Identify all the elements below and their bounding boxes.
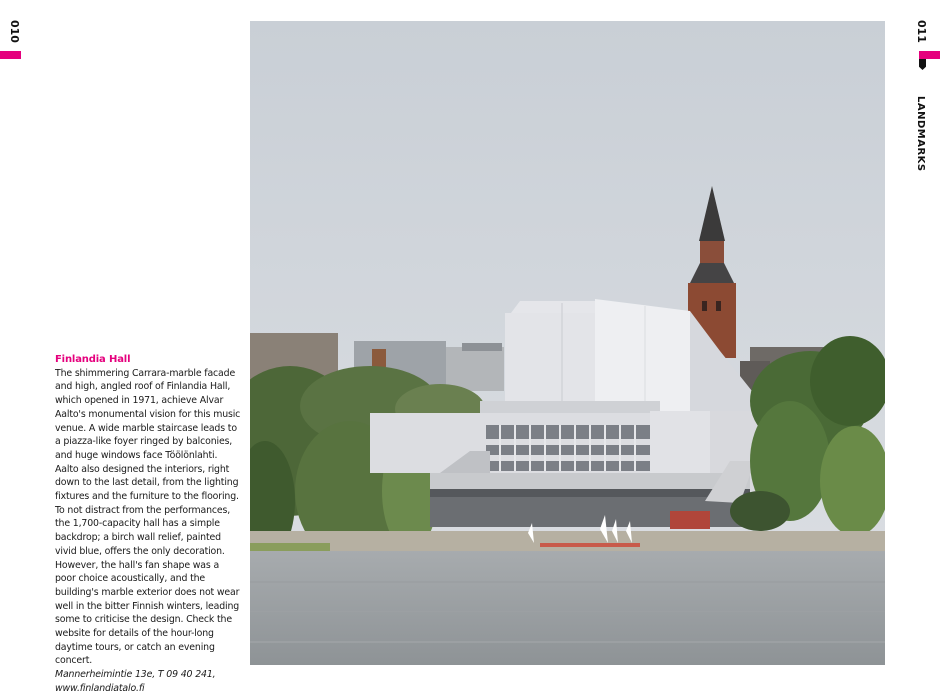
- article-website: www.finlandiatalo.fi: [55, 682, 145, 694]
- section-label: LANDMARKS: [915, 96, 926, 172]
- article-body: The shimmering Carrara-marble facade and high, angled roof of Finlandia Hall, which opened in 1971, achieve Alvar Aalto's monumental vision for this music venue. A wide marble staircase leads to a piazza-like foyer ringed by balconies, and huge windows face Töölönlahti. Aalto also designed the interiors, right down to the last detail, from the lighting fixtures and the furniture to the flooring. To not distract from the performances, the 1,700-capacity hall has a simple backdrop; a birch wall relief, painted vivid blue, offers the only decoration. However, the hall's fan shape was a poor choice acoustically, and the building's marble exterior does not wear well in the bitter Finnish winters, leading some to criticise the design. Check the website for details of the hour-long daytime tours, or catch an evening concert.: [55, 367, 241, 667]
- finlandia-hall-photo: [250, 21, 885, 665]
- page-number-right: 011: [915, 20, 928, 43]
- article-address: Mannerheimintie 13e, T 09 40 241,: [55, 669, 216, 681]
- photo-illustration: [250, 21, 885, 665]
- accent-tab-left: [0, 51, 21, 59]
- shoreline: [250, 531, 885, 553]
- page-number-left: 010: [8, 20, 21, 43]
- lake-water: [250, 551, 885, 665]
- red-vehicle: [670, 511, 710, 529]
- article-title: Finlandia Hall: [55, 354, 131, 365]
- arrow-down-icon: [919, 59, 926, 70]
- accent-tab-right: [919, 51, 940, 59]
- article: [55, 353, 241, 696]
